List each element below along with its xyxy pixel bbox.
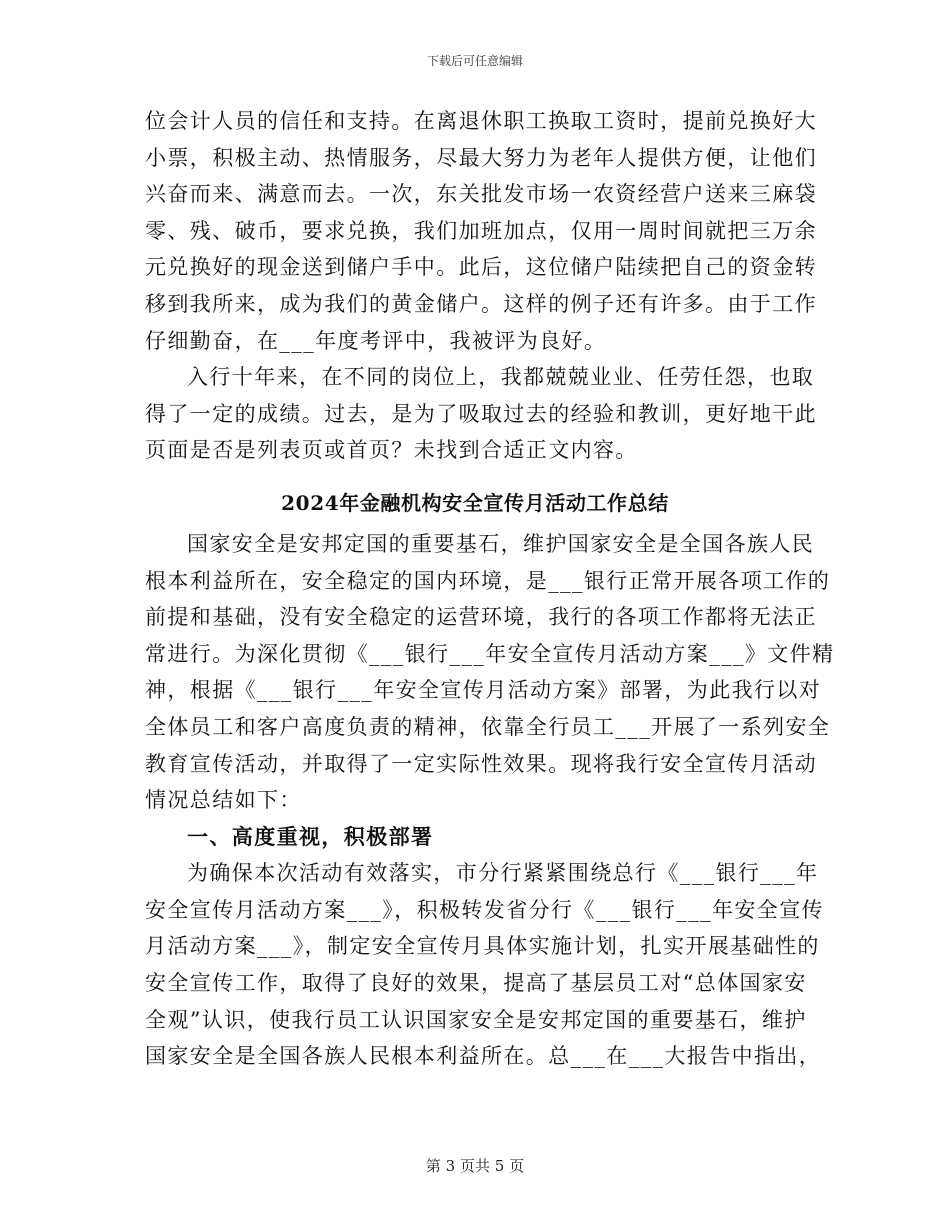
text-line: 情况总结如下： (145, 788, 302, 813)
paragraph-continued (145, 103, 817, 359)
text-line: 月活动方案___》，制定安全宣传月具体实施计划，扎实开展基础性的 (145, 934, 820, 959)
text-line: 入行十年来，在不同的岗位上，我都兢兢业业、任劳任怨，也取 (187, 365, 815, 390)
text-line: 零、残、破币，要求兑换，我们加班加点，仅用一周时间就把三万余 (145, 218, 817, 243)
text-line: 安全宣传月活动方案___》，积极转发省分行《___银行___年安全宣传 (145, 897, 824, 922)
document-body (145, 103, 835, 1075)
text-line: 小票，积极主动、热情服务，尽最大努力为老年人提供方便，让他们 (145, 145, 817, 170)
paragraph-intro (145, 526, 835, 819)
text-line: 移到我所来，成为我们的黄金储户。这样的例子还有许多。由于工作 (145, 291, 817, 316)
page-footer (0, 1155, 950, 1176)
text-line: 教育宣传活动，并取得了一定实际性效果。现将我行安全宣传月活动 (145, 751, 817, 776)
text-line: 仔细勤奋，在___年度考评中，我被评为良好。 (145, 328, 607, 353)
text-line: 根本利益所在，安全稳定的国内环境，是___银行正常开展各项工作的 (145, 568, 831, 593)
text-line: 位会计人员的信任和支持。在离退休职工换取工资时，提前兑换好大 (145, 109, 817, 133)
text-line: 兴奋而来、满意而去。一次，东关批发市场一农资经营户送来三麻袋 (145, 182, 817, 207)
text-line: 常进行。为深化贯彻《___银行___年安全宣传月活动方案___》文件精 (145, 641, 835, 666)
text-line: 为确保本次活动有效落实，市分行紧紧围绕总行《___银行___年 (187, 861, 819, 886)
text-line: 神，根据《___银行___年安全宣传月活动方案》部署，为此我行以对 (145, 678, 822, 703)
text-line: 安全宣传工作，取得了良好的效果，提高了基层员工对“总体国家安 (145, 971, 807, 996)
text-line: 全体员工和客户高度负责的精神，依靠全行员工___开展了一系列安全 (145, 714, 831, 739)
text-line: 元兑换好的现金送到储户手中。此后，这位储户陆续把自己的资金转 (145, 255, 817, 280)
text-line: 国家安全是全国各族人民根本利益所在。总___在___大报告中指出， (145, 1044, 822, 1069)
text-line: 页面是否是列表页或首页？未找到合适正文内容。 (145, 438, 638, 463)
page-header (0, 52, 950, 69)
page-number: 第 3 页共 5 页 (425, 1157, 525, 1175)
paragraph-section1 (145, 855, 824, 1075)
paragraph-career (145, 359, 817, 469)
section-heading: 一、高度重视，积极部署 (187, 823, 434, 849)
text-line: 全观”认识，使我行员工认识国家安全是安邦定国的重要基石，维护 (145, 1007, 807, 1032)
document-title: 2024年金融机构安全宣传月活动工作总结 (281, 490, 669, 515)
text-line: 前提和基础，没有安全稳定的运营环境，我行的各项工作都将无法正 (145, 605, 817, 630)
header-note: 下载后可任意编辑 (426, 54, 523, 68)
text-line: 得了一定的成绩。过去，是为了吸取过去的经验和教训，更好地干此 (145, 401, 817, 426)
text-line: 国家安全是安邦定国的重要基石，维护国家安全是全国各族人民 (187, 531, 815, 556)
